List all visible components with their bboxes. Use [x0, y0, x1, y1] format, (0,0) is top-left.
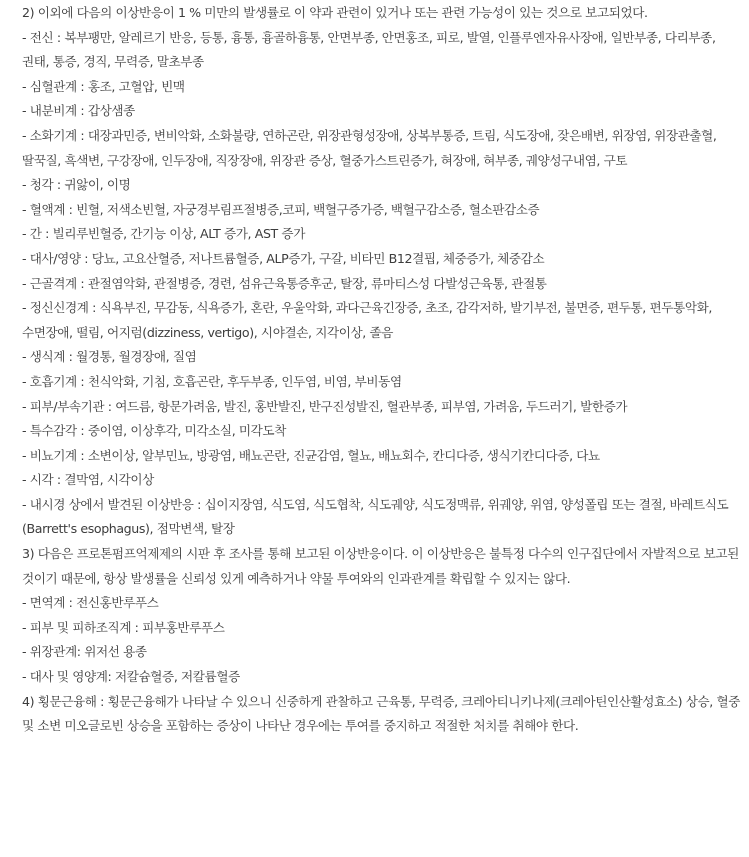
list-item-liver: - 간 : 빌리루빈혈증, 간기능 이상, ALT 증가, AST 증가 [22, 226, 305, 242]
list-item-neuropsychiatric: - 정신신경계 : 식욕부진, 무감동, 식욕증가, 혼란, 우울악화, 과다근육긴장증, 초조, 감각저하, 발기부전, 불면증, 편두통, 편두통악화, 수면장애, 떨림, 어지럼(dizziness, vertigo), 시야결손, 지각이상, 졸음 [22, 300, 712, 340]
list-item-digestive: - 소화기계 : 대장과민증, 변비악화, 소화불량, 연하곤란, 위장관형성장애, 상복부통증, 트림, 식도장애, 잦은배변, 위장염, 위장관출혈, 딸꾹질, 흑색변, 구강장애, 인두장애, 직장장애, 위장관 증상, 혈중가스트린증가, 혀장애, 혀부종, 궤양성구내염, 구토 [22, 127, 717, 168]
list-item-metabolism: - 대사/영양 : 당뇨, 고요산혈증, 저나트륨혈증, ALP증가, 구갈, 비타민 B12결핍, 체중증가, 체중감소 [22, 250, 545, 266]
list-item-respiratory: - 호흡기계 : 천식악화, 기침, 호흡곤란, 후두부종, 인두염, 비염, 부비동염 [22, 373, 402, 389]
section-4-rhabdomyolysis: 4) 횡문근융해 : 횡문근융해가 나타날 수 있으니 신중하게 관찰하고 근육통, 무력증, 크레아티니키나제(크레아틴인산활성효소) 상승, 혈중 및 소변 미오글로빈 상승을 포함하는 증상이 나타난 경우에는 투여를 중지하고 적절한 처치를 취해야 한다. [22, 693, 740, 734]
section-2-intro: 2) 이외에 다음의 이상반응이 1 % 미만의 발생률로 이 약과 관련이 있거나 또는 관련 가능성이 있는 것으로 보고되었다. [22, 5, 648, 20]
list-item-cardiovascular: - 심혈관계 : 홍조, 고혈압, 빈맥 [22, 78, 185, 94]
list-item-skin-subcutaneous: - 피부 및 피하조직계 : 피부홍반루푸스 [22, 619, 225, 635]
list-item-hearing: - 청각 : 귀앓이, 이명 [22, 177, 131, 193]
list-item-musculoskeletal: - 근골격계 : 관절염악화, 관절병증, 경련, 섬유근육통증후군, 탈장, 류마티스성 다발성근육통, 관절통 [22, 275, 547, 291]
list-item-gastrointestinal: - 위장관계: 위저선 용종 [22, 644, 147, 660]
list-item-endoscopic: - 내시경 상에서 발견된 이상반응 : 십이지장염, 식도염, 식도협착, 식도궤양, 식도정맥류, 위궤양, 위염, 양성폴립 또는 결절, 바레트식도(Barrett's esophagus), 점막변색, 탈장 [22, 496, 729, 537]
list-item-skin: - 피부/부속기관 : 여드름, 항문가려움, 발진, 홍반발진, 반구진성발진, 혈관부종, 피부염, 가려움, 두드러기, 발한증가 [22, 398, 628, 414]
list-item-urinary: - 비뇨기계 : 소변이상, 알부민뇨, 방광염, 배뇨곤란, 진균감염, 혈뇨, 배뇨회수, 칸디다증, 생식기칸디다증, 다뇨 [22, 447, 600, 463]
section-3-intro: 3) 다음은 프로톤펌프억제제의 시판 후 조사를 통해 보고된 이상반응이다. 이 이상반응은 불특정 다수의 인구집단에서 자발적으로 보고된 것이기 때문에, 항상 발생률을 신뢰성 있게 예측하거나 약물 투여와의 인과관계를 확립할 수 있지는 않다. [22, 546, 739, 586]
list-item-blood: - 혈액계 : 빈혈, 저색소빈혈, 자궁경부림프절병증,코피, 백혈구증가증, 백혈구감소증, 혈소판감소증 [22, 201, 540, 217]
list-item-special-senses: - 특수감각 : 중이염, 이상후각, 미각소실, 미각도착 [22, 423, 286, 439]
document-body [0, 1, 749, 739]
list-item-immune: - 면역계 : 전신홍반루푸스 [22, 595, 159, 611]
list-item-general: - 전신 : 복부팽만, 알레르기 반응, 등통, 흉통, 흉골하흉통, 안면부종, 안면홍조, 피로, 발열, 인플루엔자유사장애, 일반부종, 다리부종, 권태, 통증, 경직, 무력증, 말초부종 [22, 29, 716, 70]
list-item-reproductive: - 생식계 : 월경통, 월경장애, 질염 [22, 349, 197, 365]
list-item-endocrine: - 내분비계 : 갑상샘종 [22, 103, 135, 119]
list-item-metabolism-nutrition: - 대사 및 영양계: 저칼슘혈증, 저칼륨혈증 [22, 669, 240, 685]
list-item-vision: - 시각 : 결막염, 시각이상 [22, 472, 154, 488]
